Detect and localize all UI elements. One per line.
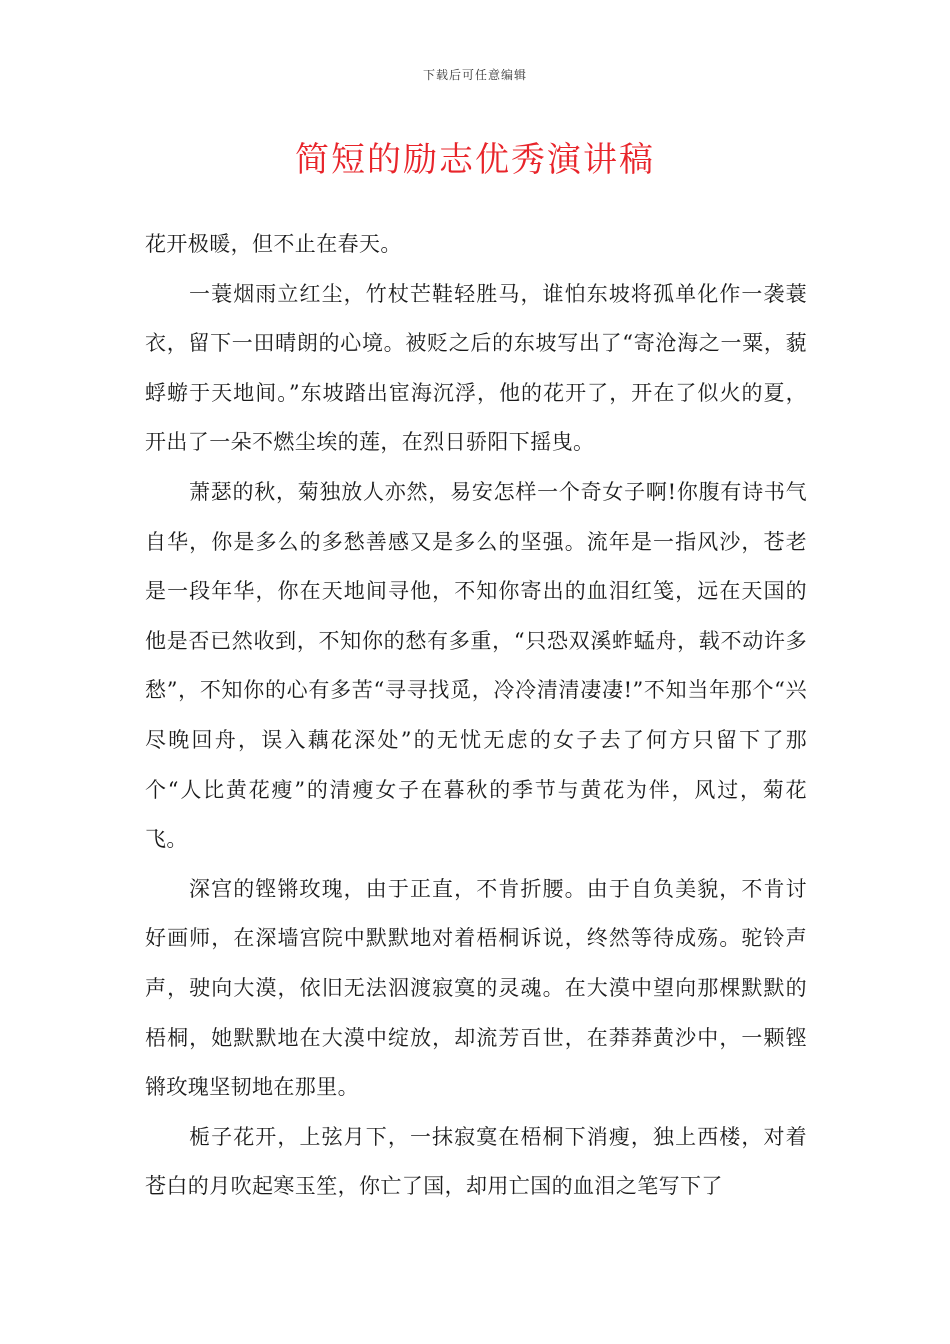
paragraph-opening: 花开极暖，但不止在春天。 (145, 232, 402, 256)
document-title: 简短的励志优秀演讲稿 (295, 140, 655, 180)
paragraph-dongpo: 一蓑烟雨立红尘，竹杖芒鞋轻胜马，谁怕东坡将孤单化作一袭蓑衣，留下一田晴朗的心境。被贬之后的东坡写出了“寄沧海之一粟，藐蜉蝣于天地间。”东坡踏出宦海沉浮，他的花开了，开在了似火的夏，开出了一朵不燃尘埃的莲，在烈日骄阳下摇曳。 (145, 281, 807, 455)
paragraph-gardenia: 栀子花开，上弦月下，一抹寂寞在梧桐下消瘦，独上西楼，对着苍白的月吹起寒玉笙，你亡了国，却用亡国的血泪之笔写下了 (145, 1124, 807, 1199)
document-body (145, 220, 807, 1212)
paragraph-yian: 萧瑟的秋，菊独放人亦然，易安怎样一个奇女子啊!你腹有诗书气自华，你是多么的多愁善感又是多么的坚强。流年是一指风沙，苍老是一段年华，你在天地间寻他，不知你寄出的血泪红笺，远在天国的他是否已然收到，不知你的愁有多重，“只恐双溪蚱蜢舟，载不动许多愁”，不知你的心有多苦“寻寻找觅，冷冷清清凄凄!”不知当年那个“兴尽晚回舟，误入藕花深处”的无忧无虑的女子去了何方只留下了那个“人比黄花瘦”的清瘦女子在暮秋的季节与黄花为伴，风过，菊花飞。 (145, 479, 807, 852)
header-note: 下载后可任意编辑 (422, 68, 527, 82)
paragraph-rose: 深宫的铿锵玫瑰，由于正直，不肯折腰。由于自负美貌，不肯讨好画师，在深墙宫院中默默地对着梧桐诉说，终然等待成殇。驼铃声声，驶向大漠，依旧无法泅渡寂寞的灵魂。在大漠中望向那棵默默的梧桐，她默默地在大漠中绽放，却流芳百世，在莽莽黄沙中，一颗铿锵玫瑰坚韧地在那里。 (145, 876, 807, 1100)
